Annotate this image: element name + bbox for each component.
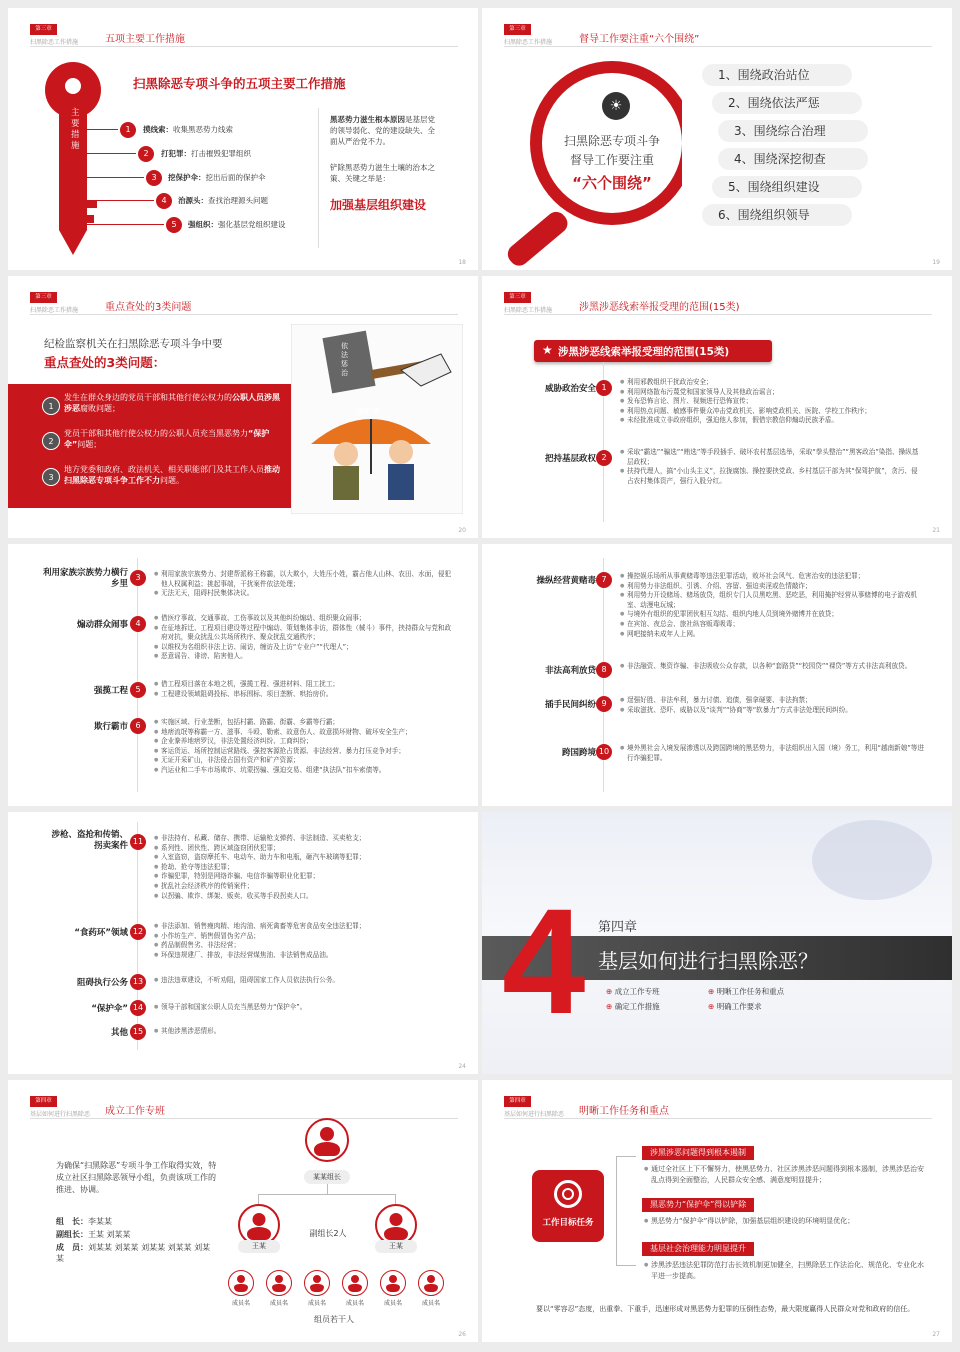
issue-number: 3 bbox=[42, 468, 60, 486]
org-connector bbox=[258, 1194, 396, 1208]
scope-banner bbox=[534, 340, 772, 362]
category-bullets bbox=[620, 696, 926, 715]
answer-text: 加强基层组织建设 bbox=[330, 198, 427, 212]
member-name: 成员名 bbox=[383, 1300, 402, 1307]
category-number: 10 bbox=[596, 744, 612, 760]
measure-number: 3 bbox=[146, 170, 162, 186]
target-icon bbox=[554, 1180, 582, 1208]
bulb-icon: ☀ bbox=[602, 92, 630, 120]
bullet-line: ● 利用邪教组织干扰政治安全； bbox=[620, 378, 920, 388]
bullet-line: ● 境外黑社会入境发展渗透以及跨国跨境的黑恶势力，非法组织出入国（境）务工，利用“越南新娘”等进行诈骗犯罪。 bbox=[620, 744, 926, 763]
category-name: 插手民间纠纷 bbox=[544, 700, 596, 710]
measure-item bbox=[143, 124, 233, 135]
link-item[interactable]: ⊕ 明确工作要求 bbox=[708, 1002, 762, 1011]
issue-text: 地方党委和政府、政法机关、相关职能部门及其工作人员推动扫黑除恶专项斗争工作不力问题。 bbox=[64, 465, 280, 485]
bullet-line: ● 采取滋扰、恐吓、威胁以及“谈判”“协商”等“软暴力”方式非法处理民间纠纷。 bbox=[620, 706, 926, 716]
bullet-line: ● 逞强好胜、非法牟利，暴力讨债、追债，强拿硬要、非法拘禁； bbox=[620, 696, 926, 706]
org-connector bbox=[327, 1184, 328, 1194]
category-bullets bbox=[620, 448, 920, 486]
issue-text: 党员干部和其他行使公权力的公职人员充当黑恶势力“保护伞”问题； bbox=[64, 429, 270, 449]
vice-count-label: 副组长2人 bbox=[309, 1229, 347, 1238]
goal-heading: 黑恶势力“保护伞”得以铲除 bbox=[642, 1198, 754, 1212]
star-icon: ★ bbox=[542, 343, 553, 357]
bullet-line: ● 利用势力开设赌场、赌场放贷，组织专门人员黑吃黑、恶吃恶，利用掩护经营从事赌博的电子游戏机室、动漫电玩城； bbox=[620, 591, 926, 610]
page-number: 24 bbox=[458, 1063, 466, 1070]
chapter-subtitle: 基层如何进行扫黑除恶 bbox=[504, 1111, 565, 1118]
bullet-line: ● 扶持代理人，搞“小山头主义”，拉拢腐蚀、操控要挟党政、乡村基层干部为其“保驾护航”，贪污、侵占农村集体资产，强行入股分红。 bbox=[620, 467, 920, 486]
goal-bullets bbox=[644, 1216, 924, 1227]
goal-bullets bbox=[644, 1260, 924, 1281]
chapter-badge: 第三章 bbox=[504, 24, 531, 35]
team-description: 为确保“扫黑除恶”专项斗争工作取得实效，特成立社区扫黑除恶领导小组，负责该项工作的推进、协调。 bbox=[56, 1161, 217, 1194]
bullet-line: ● 恶意谣告、诽谤、陷害他人。 bbox=[154, 652, 454, 662]
bullet-line: ● 药品制假售劣、非法经营； bbox=[154, 941, 454, 951]
member-name: 成员名 bbox=[269, 1300, 288, 1307]
bullet-line: ● 发布恐怖言论、图片、视频进行恐怖宣传； bbox=[620, 397, 920, 407]
category-name: 煽动群众闹事 bbox=[76, 620, 128, 630]
category-name: “食药环”领域 bbox=[74, 928, 128, 938]
slide-title: 五项主要工作措施 bbox=[105, 34, 185, 45]
measure-value: 打击摧毁犯罪组织 bbox=[191, 149, 251, 158]
member-name: 成员名 bbox=[421, 1300, 440, 1307]
page-number: 18 bbox=[458, 259, 466, 266]
link-item[interactable]: ⊕ 确定工作措施 bbox=[606, 1002, 660, 1011]
issue-number: 2 bbox=[42, 432, 60, 450]
circle-line-2: 督导工作要注重 bbox=[569, 153, 654, 167]
root-cause-body: 是基层党的领导弱化、党的建设缺失、全面从严治党不力。 bbox=[330, 115, 435, 146]
bullet-line: ● 利用热点问题、敏感事件聚众冲击党政机关、影响党政机关、医院、学校工作秩序； bbox=[620, 407, 920, 417]
slide-title: 成立工作专班 bbox=[105, 1106, 165, 1117]
page-number: 27 bbox=[932, 1331, 940, 1338]
slide-21 bbox=[482, 276, 952, 538]
focus-item: 6、围绕组织领导 bbox=[702, 204, 852, 226]
bullet-line: ● 涉黑涉恶违法犯罪防范打击长效机制更加健全，扫黑除恶工作法治化、规范化、专业化水平进一步提高。 bbox=[644, 1260, 924, 1281]
issue-number: 1 bbox=[42, 397, 60, 415]
goal-heading: 基层社会治理能力明显提升 bbox=[642, 1242, 754, 1256]
bullet-line: ● 非法融资、集资诈骗、非法吸收公众存款，以各种“套路贷”“校园贷”“裸贷”等方式非法高利放贷。 bbox=[620, 662, 926, 672]
bullet-line: ● 与境外有组织的犯罪团伙相互勾结、组织内地人员到境外赌博并在放贷； bbox=[620, 610, 926, 620]
focus-item: 4、围绕深挖彻查 bbox=[718, 148, 868, 170]
bullet-line: ● 抢劫、抢夺等违法犯罪； bbox=[154, 863, 454, 873]
header-divider bbox=[504, 314, 932, 315]
circle-line-1: 扫黑除恶专项斗争 bbox=[563, 134, 660, 148]
cartoon-hammer-label: 依法惩治 bbox=[341, 342, 348, 377]
chapter-subtitle: 扫黑除恶工作措施 bbox=[504, 39, 553, 46]
plus-icon: ⊕ bbox=[708, 1002, 715, 1011]
category-name: 非法高利放贷 bbox=[544, 666, 596, 676]
measure-item bbox=[188, 219, 286, 230]
page-number: 21 bbox=[932, 527, 940, 534]
bullet-line: ● 利用势力非法组织、引诱、介绍、容留、强迫卖淫或色情敲诈； bbox=[620, 582, 926, 592]
vice-name: 王某 bbox=[375, 1240, 417, 1253]
chapter-badge: 第四章 bbox=[504, 1096, 531, 1107]
issue-text: 发生在群众身边的党员干部和其他行使公权力的公职人员涉黑涉恶腐败问题； bbox=[64, 393, 280, 413]
focus-item: 5、围绕组织建设 bbox=[712, 176, 862, 198]
bullet-line: ● 借工程项目落在本地之机，强揽工程、强进材料、阻工扰工； bbox=[154, 680, 454, 690]
strategy-text: 铲除黑恶势力滋生土壤的治本之策、关键之举是： bbox=[330, 163, 435, 183]
header-divider bbox=[30, 1118, 458, 1119]
chapter-badge: 第三章 bbox=[504, 292, 531, 303]
plus-icon: ⊕ bbox=[708, 987, 715, 996]
category-number: 4 bbox=[130, 616, 146, 632]
slide-title: 重点查处的3类问题 bbox=[105, 302, 192, 313]
bullet-line: ● 地痞流氓等称霸一方、滋事、斗殴、勒索、故意伤人、故意损坏财物、破坏安全生产； bbox=[154, 728, 454, 738]
page-number: 20 bbox=[458, 527, 466, 534]
bullet-line: ● 非法持有、私藏、储存、携带、运输枪支弹药、非法制造、买卖枪支； bbox=[154, 834, 454, 844]
key-graphic bbox=[38, 60, 108, 260]
slide-23 bbox=[482, 544, 952, 806]
bullet-line: ● 违法违章建设，不听劝阻，阻碍国家工作人员依法执行公务。 bbox=[154, 976, 454, 986]
measure-key: 治源头： bbox=[178, 196, 208, 205]
footer-note: 要以“零容忍”态度，出重拳、下重手，迅速形成对黑恶势力犯罪的压倒性态势，最大限度赢得人民群众对党和政府的信任。 bbox=[536, 1305, 915, 1313]
slide-24 bbox=[8, 812, 478, 1074]
slide-20 bbox=[8, 276, 478, 538]
measure-item bbox=[168, 172, 266, 183]
bullet-line: ● 实施区域、行业垄断，包括村霸、路霸、街霸、乡霸等行霸； bbox=[154, 718, 454, 728]
category-number: 11 bbox=[130, 834, 146, 850]
chapter-subtitle: 扫黑除恶工作措施 bbox=[30, 307, 79, 314]
category-bullets bbox=[154, 1027, 454, 1037]
category-name: 操纵经营黄赌毒 bbox=[536, 576, 596, 586]
plus-icon: ⊕ bbox=[606, 987, 613, 996]
category-number: 15 bbox=[130, 1024, 146, 1040]
scope-banner-text: 涉黑涉恶线索举报受理的范围(15类) bbox=[558, 346, 730, 358]
category-name: 阻碍执行公务 bbox=[76, 978, 128, 988]
measure-number: 5 bbox=[166, 217, 182, 233]
intro-bold: 重点查处的3类问题： bbox=[44, 355, 166, 370]
category-name: 涉枪、盗抢和传销、拐卖案件 bbox=[51, 830, 128, 851]
header-divider bbox=[504, 1118, 932, 1119]
slide-26 bbox=[8, 1080, 478, 1342]
category-bullets bbox=[154, 680, 454, 699]
bullet-line: ● 企业豢养地痞罗汉，非法处置经济纠纷、工商纠纷； bbox=[154, 737, 454, 747]
slide-title: 督导工作要注重“六个围绕” bbox=[579, 34, 700, 45]
bullet-line: ● 利用网络散布污蔑党和国家领导人及其他政治谣言； bbox=[620, 388, 920, 398]
members-label: 组员若干人 bbox=[314, 1315, 354, 1324]
root-cause-text bbox=[330, 114, 442, 147]
category-bullets bbox=[154, 614, 454, 662]
bullet-line: ● 操控娱乐场所从事黄赌毒等违法犯罪活动，败坏社会风气、危害治安的违法犯罪； bbox=[620, 572, 926, 582]
category-number: 7 bbox=[596, 572, 612, 588]
bullet-line: ● 诈骗犯罪，特别是网络诈骗、电信诈骗等职业化犯罪； bbox=[154, 872, 454, 882]
bullet-line: ● 以拐骗、欺诈、绑架、贩卖、收买等手段拐卖人口。 bbox=[154, 892, 454, 902]
chapter-number: 4 bbox=[502, 877, 586, 1045]
bullet-line: ● 其他涉黑涉恶情形。 bbox=[154, 1027, 454, 1037]
category-bullets bbox=[154, 976, 454, 986]
chapter-badge: 第四章 bbox=[30, 1096, 57, 1107]
category-number: 9 bbox=[596, 696, 612, 712]
goal-box bbox=[532, 1170, 604, 1242]
measure-key: 挖保护伞： bbox=[168, 173, 206, 182]
category-number: 8 bbox=[596, 662, 612, 678]
chapter-label: 第四章 bbox=[598, 920, 638, 935]
column-divider bbox=[318, 108, 319, 248]
member-name: 成员名 bbox=[345, 1300, 364, 1307]
leader-avatar bbox=[305, 1118, 349, 1162]
slide-25 bbox=[482, 812, 952, 1074]
measure-item bbox=[161, 148, 251, 159]
bullet-line: ● 入室盗窃，盗窃摩托车、电动车、助力车和电瓶，砸汽车玻璃等犯罪； bbox=[154, 853, 454, 863]
slide-27 bbox=[482, 1080, 952, 1342]
leader-name: 某某组长 bbox=[304, 1170, 350, 1184]
focus-item: 3、围绕综合治理 bbox=[718, 120, 868, 142]
cartoon-illustration bbox=[291, 324, 463, 514]
measure-value: 查找治理源头问题 bbox=[208, 196, 268, 205]
member-name: 成员名 bbox=[231, 1300, 250, 1307]
category-bullets bbox=[154, 922, 454, 960]
category-number: 12 bbox=[130, 924, 146, 940]
bullet-line: ● 工程建设领域阻碍投标、串标围标、项目垄断、哄抬房价。 bbox=[154, 690, 454, 700]
role-line: 组 长：李某某 bbox=[56, 1217, 112, 1226]
role-line: 成 员：刘某某 刘某某 刘某某 刘某某 刘某某 bbox=[56, 1243, 211, 1263]
category-bullets bbox=[620, 378, 920, 426]
category-bullets bbox=[620, 662, 926, 672]
goal-bullets bbox=[644, 1164, 924, 1185]
root-cause-bold: 黑恶势力滋生根本原因 bbox=[330, 115, 405, 124]
role-line: 副组长：王某 刘某某 bbox=[56, 1230, 131, 1239]
sky-decoration bbox=[812, 820, 932, 900]
header-divider bbox=[504, 46, 932, 47]
category-number: 3 bbox=[130, 570, 146, 586]
bullet-line: ● 在宾馆、夜总会、旅社纵容贩毒吸毒； bbox=[620, 620, 926, 630]
slide-title: 明晰工作任务和重点 bbox=[579, 1106, 669, 1117]
category-name: “保护伞” bbox=[91, 1004, 128, 1014]
bullet-line: ● 借医疗事故、交通事故、工伤事故以及其他纠纷煽动、组织聚众闹事； bbox=[154, 614, 454, 624]
bullet-line: ● 无法无天，阻碍村民集体决议。 bbox=[154, 589, 454, 599]
bullet-line: ● 小作坊生产、销售假冒伪劣产品； bbox=[154, 932, 454, 942]
chapter-badge: 第三章 bbox=[30, 292, 57, 303]
chapter-subtitle: 扫黑除恶工作措施 bbox=[30, 39, 79, 46]
header-divider bbox=[30, 46, 458, 47]
chapter-subtitle: 扫黑除恶工作措施 bbox=[504, 307, 553, 314]
measure-item bbox=[178, 195, 268, 206]
measure-number: 4 bbox=[156, 193, 172, 209]
timeline bbox=[137, 558, 138, 792]
bullet-line: ● 未经批准成立非政府组织，强迫他人参加，假借宗教信仰煽动民族矛盾。 bbox=[620, 416, 920, 426]
bullet-line: ● 通过全社区上下不懈努力，使黑恶势力、社区涉黑涉恶问题得到根本遏制，涉黑涉恶治安乱点得到全面整治，人民群众安全感、满意度明显提升； bbox=[644, 1164, 924, 1185]
vice-name: 王某 bbox=[238, 1240, 280, 1253]
measure-key: 打犯罪： bbox=[161, 149, 191, 158]
category-name: 欺行霸市 bbox=[93, 722, 128, 732]
circle-line-3: “六个围绕” bbox=[572, 174, 652, 192]
measure-number: 2 bbox=[138, 146, 154, 162]
bullet-line: ● 以维权为名组织非法上访、闹访，缠访及上访“专业户”“代理人”； bbox=[154, 643, 454, 653]
focus-item: 2、围绕依法严惩 bbox=[712, 92, 862, 114]
focus-item: 1、围绕政治站位 bbox=[702, 64, 852, 86]
category-name: 威胁政治安全 bbox=[544, 384, 596, 394]
category-number: 2 bbox=[596, 450, 612, 466]
link-item[interactable]: ⊕ 成立工作专班 bbox=[606, 987, 660, 996]
bullet-line: ● 环保违规建厂、排放，非法经营煤焦油、非法销售成品油。 bbox=[154, 951, 454, 961]
category-name: 把持基层政权 bbox=[544, 454, 596, 464]
slide-22 bbox=[8, 544, 478, 806]
category-bullets bbox=[154, 1003, 454, 1013]
cartoon-umbrella-label: 保护伞 bbox=[356, 407, 380, 416]
category-number: 1 bbox=[596, 380, 612, 396]
category-number: 13 bbox=[130, 974, 146, 990]
link-item[interactable]: ⊕ 明晰工作任务和重点 bbox=[708, 987, 785, 996]
member-name: 成员名 bbox=[307, 1300, 326, 1307]
measure-key: 强组织： bbox=[188, 220, 218, 229]
measure-key: 摸线索： bbox=[143, 125, 173, 134]
measure-number: 1 bbox=[120, 122, 136, 138]
category-number: 6 bbox=[130, 718, 146, 734]
category-name: 跨国跨境 bbox=[561, 748, 596, 758]
category-bullets bbox=[620, 572, 926, 639]
main-heading: 扫黑除恶专项斗争的五项主要工作措施 bbox=[133, 76, 346, 91]
intro-text: 纪检监察机关在扫黑除恶专项斗争中要 bbox=[44, 338, 223, 350]
bullet-line: ● 黑恶势力“保护伞”得以铲除，加强基层组织建设的环境明显优化； bbox=[644, 1216, 924, 1227]
goal-box-label: 工作目标任务 bbox=[542, 1218, 594, 1228]
bullet-line: ● 系列性、团伙性、跨区域盗窃团伙犯罪； bbox=[154, 844, 454, 854]
bullet-line: ● 无证开采矿山，非法侵占国有资产和矿产资源； bbox=[154, 756, 454, 766]
bullet-line: ● 非法添加、销售瘦肉精、地沟油、病死禽畜等危害食品安全违法犯罪； bbox=[154, 922, 454, 932]
chapter-title: 基层如何进行扫黑除恶？ bbox=[598, 949, 818, 973]
chapter-subtitle: 基层如何进行扫黑除恶 bbox=[30, 1111, 91, 1118]
category-bullets bbox=[154, 718, 454, 776]
header-divider bbox=[30, 314, 458, 315]
bullet-line: ● 汽运业和二手车市场欺诈、坑蒙拐骗、强迫交易、组建“执法队”扣车索债等。 bbox=[154, 766, 454, 776]
measure-value: 挖出后面的保护伞 bbox=[205, 173, 266, 182]
bullet-line: ● 客运货运、场所控制运营路线、强控客源抢占货源、非法经营、暴力打压竞争对手； bbox=[154, 747, 454, 757]
category-bullets bbox=[154, 570, 454, 599]
bullet-line: ● 采取“霸选”“骗选”“贿选”等手段插手、破坏农村基层选举，采取“拳头整治”“黑客政治”染指、操纵基层政权； bbox=[620, 448, 920, 467]
slide-title: 涉黑涉恶线索举报受理的范围(15类) bbox=[579, 302, 740, 313]
category-name: 其他 bbox=[110, 1028, 128, 1038]
category-name: 利用家族宗族势力横行乡里 bbox=[42, 568, 128, 589]
category-number: 14 bbox=[130, 1000, 146, 1016]
goal-connector bbox=[616, 1156, 636, 1266]
category-name: 强揽工程 bbox=[93, 686, 128, 696]
slide-19 bbox=[482, 8, 952, 270]
category-number: 5 bbox=[130, 682, 146, 698]
category-bullets bbox=[154, 834, 454, 901]
measure-value: 收集黑恶势力线索 bbox=[173, 125, 233, 134]
measure-value: 强化基层党组织建设 bbox=[218, 220, 286, 229]
key-label: 主要措施 bbox=[71, 108, 80, 151]
goal-heading: 涉黑涉恶问题得到根本遏制 bbox=[642, 1146, 754, 1160]
category-bullets bbox=[620, 744, 926, 763]
bullet-line: ● 扰乱社会经济秩序的传销案件； bbox=[154, 882, 454, 892]
bullet-line: ● 网吧接纳未成年人上网。 bbox=[620, 630, 926, 640]
page-number: 19 bbox=[932, 259, 940, 266]
bullet-line: ● 领导干部和国家公职人员充当黑恶势力“保护伞”。 bbox=[154, 1003, 454, 1013]
bullet-line: ● 利用家族宗族势力、封建帮派称王称霸，以大欺小，大姓压小姓，霸占他人山林、农田、水面，侵犯他人权属利益；挑起事端，干扰案件依法处理； bbox=[154, 570, 454, 589]
chapter-badge: 第三章 bbox=[30, 24, 57, 35]
bullet-line: ● 在征地拆迁、工程项目建设等过程中煽动、策划集体非访，群体性（械斗）事件，挟持群众与党和政府对抗，聚众扰乱公共场所秩序、聚众扰乱交通秩序； bbox=[154, 624, 454, 643]
page-number: 26 bbox=[458, 1331, 466, 1338]
plus-icon: ⊕ bbox=[606, 1002, 613, 1011]
slide-18 bbox=[8, 8, 478, 270]
